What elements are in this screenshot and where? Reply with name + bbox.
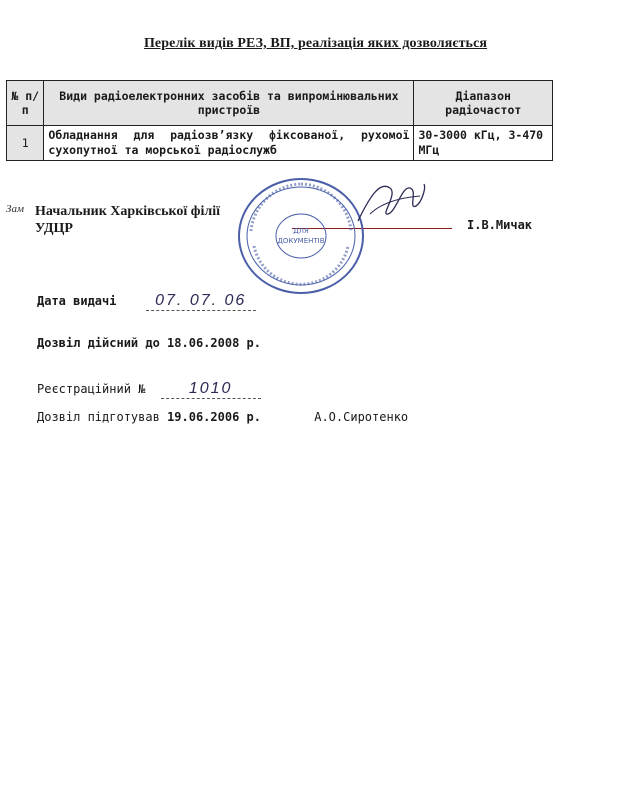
table-row <box>7 126 553 161</box>
prepared-name: А.О.Сиротенко <box>314 410 409 424</box>
position-line-2: УДЦР <box>35 221 73 236</box>
row-number-cell: 1 <box>7 126 44 161</box>
row-range-cell: 30-3000 кГц, 3-470 МГц <box>414 126 553 161</box>
issue-date-row <box>37 292 256 311</box>
column-header-range: Діапазон радіочастот <box>414 81 553 126</box>
valid-until-row: Дозвіл дійсний до 18.06.2008 р. <box>37 336 261 350</box>
device-types-table <box>6 80 553 161</box>
signatory-name: І.В.Мичак <box>467 218 533 232</box>
page-title: Перелік видів РЕЗ, ВП, реалізація яких дозволяється <box>143 36 488 51</box>
position-line-1: Начальник Харківської філії <box>35 204 220 219</box>
stamp-text-bottom: ДОКУМЕНТІВ <box>277 237 325 245</box>
stamp-text-top: ДЛЯ <box>293 227 309 235</box>
column-header-types: Види радіоелектронних засобів та випромінювальних пристроїв <box>44 81 414 126</box>
registration-number: 1010 <box>161 380 261 399</box>
registration-label: Реєстраційний № <box>37 382 146 396</box>
row-type-cell: Обладнання для радіозв’язку фіксованої, рухомої сухопутної та морської радіослужб <box>44 126 414 161</box>
handwritten-signature <box>350 176 430 236</box>
signature-prefix: Зам <box>6 203 24 215</box>
column-header-number: № п/п <box>7 81 44 126</box>
official-stamp <box>236 176 366 296</box>
prepared-date: 19.06.2006 р. <box>167 410 261 424</box>
registration-row <box>37 380 261 399</box>
issue-date-value: 07. 07. 06 <box>146 292 256 311</box>
prepared-label: Дозвіл підготував <box>37 410 160 424</box>
signatory-position <box>35 203 220 237</box>
prepared-row <box>37 410 408 424</box>
table-header-row <box>7 81 553 126</box>
issue-date-label: Дата видачі <box>37 294 117 308</box>
